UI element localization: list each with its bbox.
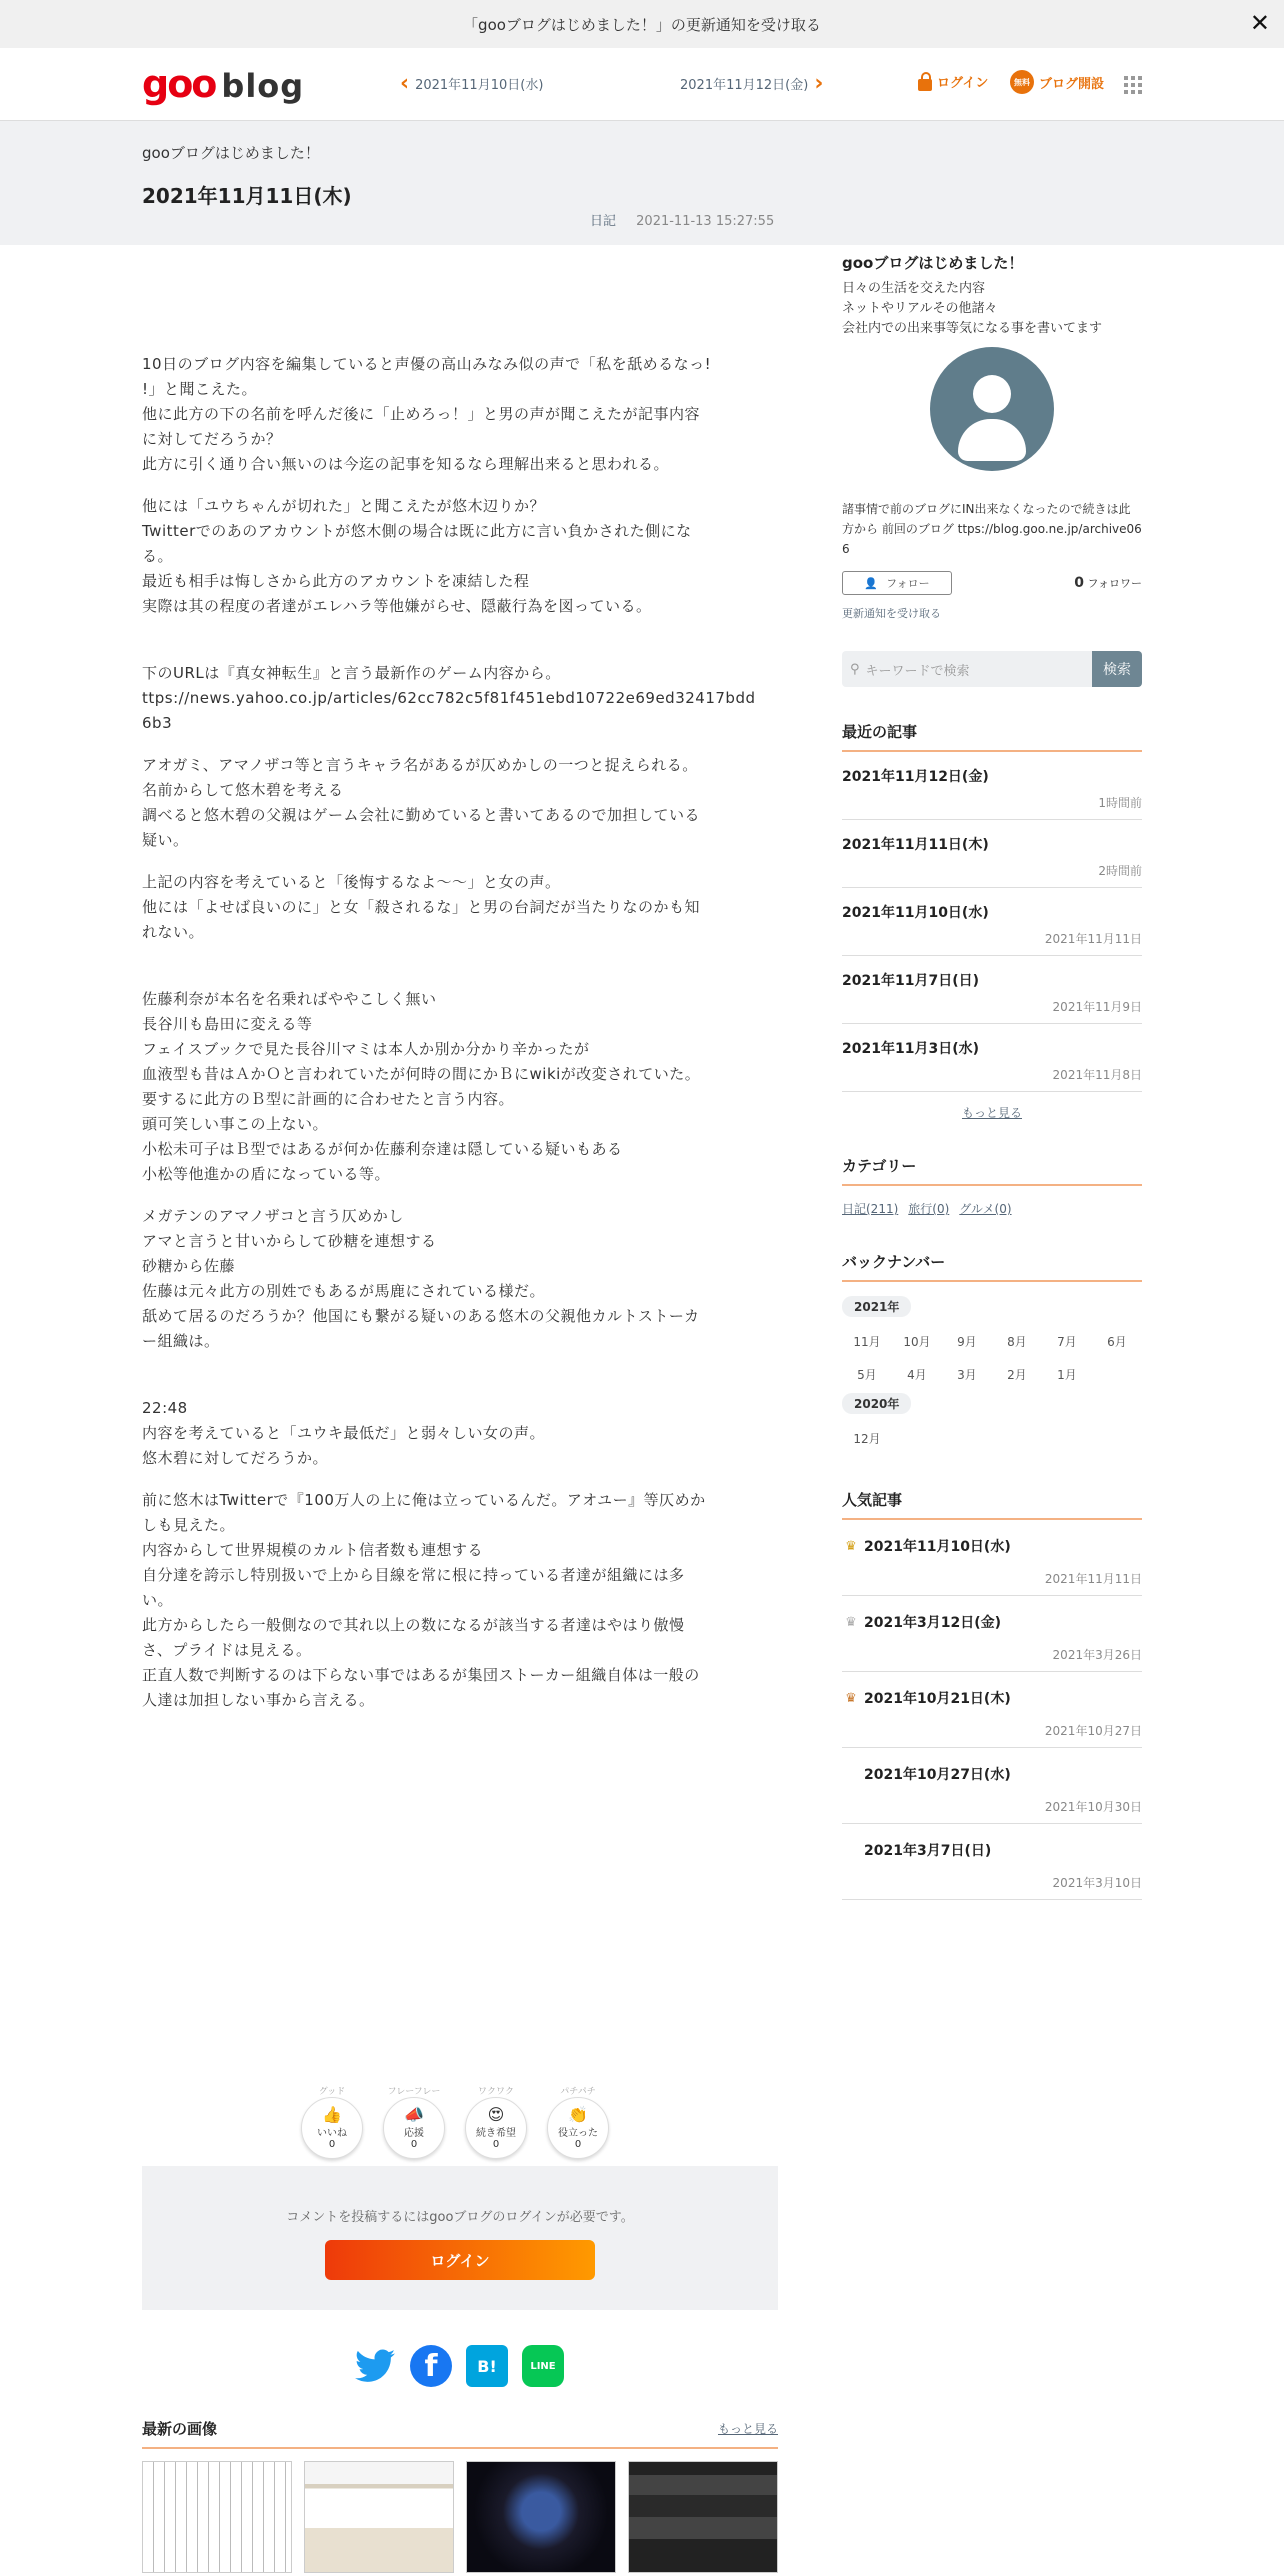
paragraph: 下のURLは『真女神転生』と言う最新作のゲーム内容から。 ttps://news.yahoo.co.jp/articles/62cc782c5f81f451ebd10722e69ed32417bdd 6b3: [142, 664, 756, 732]
entry-timestamp: 2021-11-13 15:27:55: [636, 214, 775, 229]
image-thumbnail[interactable]: [628, 2461, 778, 2573]
hatena-bookmark-icon[interactable]: B!: [466, 2345, 508, 2387]
popular-heading: 人気記事: [842, 1489, 1142, 1520]
year-badge: 2021年: [842, 1296, 911, 1317]
reaction-clap-button[interactable]: パチパチ 👏 役立った 0: [546, 2084, 610, 2159]
search-box: [842, 651, 1142, 687]
follow-label: フォロー: [886, 577, 930, 590]
search-input[interactable]: ⚲ キーワードで検索: [842, 651, 1092, 687]
comment-login-message: コメントを投稿するにはgooブログのログインが必要です。: [286, 2210, 634, 2225]
facebook-icon[interactable]: f: [410, 2345, 452, 2387]
month-link[interactable]: 8月: [1007, 1335, 1027, 1349]
month-link[interactable]: 10月: [903, 1335, 931, 1349]
image-thumbnail[interactable]: [304, 2461, 454, 2573]
apps-grid-icon[interactable]: [1124, 76, 1142, 94]
goo-blog-logo[interactable]: [142, 62, 304, 106]
next-entry-date[interactable]: 2021年11月12日(金): [680, 78, 809, 93]
share-buttons: [354, 2345, 564, 2387]
month-link[interactable]: 5月: [857, 1368, 877, 1382]
open-blog-label: ブログ開設: [1039, 76, 1105, 92]
profile-text: 諸事情で前のブログにIN出来なくなったので続きは此方から 前回のブログ ttps://blog.goo.ne.jp/archive066: [842, 502, 1142, 556]
recent-item[interactable]: 2021年11月10日(水) 2021年11月11日: [842, 888, 1142, 956]
chevron-left-icon: ‹: [400, 70, 410, 96]
month-list: [842, 1325, 1142, 1391]
recent-item[interactable]: 2021年11月3日(水) 2021年11月8日: [842, 1024, 1142, 1092]
recent-item[interactable]: 2021年11月11日(木) 2時間前: [842, 820, 1142, 888]
paragraph: 10日のブログ内容を編集していると声優の高山みなみ似の声で「私を舐めるなっ! !」と聞こえた。 他に此方の下の名前を呼んだ後に「止めろっ！」と男の声が聞こえたが記事内容 に対してだろうか？ 此方に引く通り合い無いのは今迄の記事を知るなら理解出来ると思われる。: [142, 355, 712, 473]
header-login-button[interactable]: [918, 72, 988, 91]
popular-item[interactable]: ♛ 2021年11月10日(水) 2021年11月11日: [842, 1520, 1142, 1596]
notice-text[interactable]: 「gooブログはじめました！」の更新通知を受け取る: [463, 15, 821, 34]
paragraph: 22:48 内容を考えていると「ユウキ最低だ」と弱々しい女の声。 悠木碧に対してだろうか。: [142, 1399, 546, 1467]
prev-entry-date[interactable]: 2021年11月10日(水): [415, 78, 544, 93]
popular-item[interactable]: 2021年3月7日(日) 2021年3月10日: [842, 1824, 1142, 1900]
follow-button[interactable]: [842, 571, 952, 595]
lock-icon: [918, 79, 932, 91]
paragraph: メガテンのアマノザコと言う仄めかし アマと言うと甘いからして砂糖を連想する 砂糖から佐藤 佐藤は元々此方の別姓でもあるが馬鹿にされている様だ。 舐めて居るのだろうか？他国にも繋がる疑いのある悠木の父親他カルトストーカ ー組織は。: [142, 1207, 700, 1350]
category-heading: カテゴリー: [842, 1155, 1142, 1186]
recent-item[interactable]: 2021年11月7日(日) 2021年11月9日: [842, 956, 1142, 1024]
entry-meta: [590, 210, 774, 229]
reaction-cheer-button[interactable]: フレーフレー 📣 応援 0: [382, 2084, 446, 2159]
profile-blog-name[interactable]: gooブログはじめました！: [842, 254, 1024, 272]
category-link[interactable]: 旅行(0): [908, 1202, 950, 1216]
popular-item[interactable]: 2021年10月27日(水) 2021年10月30日: [842, 1748, 1142, 1824]
recent-item[interactable]: 2021年11月12日(金) 1時間前: [842, 752, 1142, 820]
search-icon: ⚲: [850, 661, 860, 677]
free-badge-icon: 無料: [1010, 70, 1034, 94]
paragraph: 前に悠木はTwitterで『100万人の上に俺は立っているんだ。アオユー』等仄めか しも見えた。 内容からして世界規模のカルト信者数も連想する 自分達を誇示し特別扱いで上から目線を常に根に持っている者達が組織には多 い。 此方からしたら一般側なので其れ以上の数になるが該当する者達はやはり傲慢 さ、プライドは見える。 正直人数で判断するのは下らない事ではあるが集団ストーカー組織自体は一般の 人達は加担しない事から言える。: [142, 1491, 706, 1709]
popular-item[interactable]: ♛ 2021年10月21日(木) 2021年10月27日: [842, 1672, 1142, 1748]
prev-entry-link[interactable]: [400, 70, 544, 96]
chevron-right-icon: ›: [814, 70, 824, 96]
category-link[interactable]: グルメ(0): [959, 1202, 1012, 1216]
article-body: [142, 352, 778, 1730]
month-link[interactable]: 4月: [907, 1368, 927, 1382]
month-link[interactable]: 9月: [957, 1335, 977, 1349]
crown-bronze-icon: ♛: [845, 1690, 857, 1706]
megaphone-icon: 📣: [404, 2105, 424, 2124]
sidebar: [842, 252, 1142, 1900]
crown-silver-icon: ♛: [845, 1614, 857, 1630]
crown-gold-icon: ♛: [845, 1538, 857, 1554]
paragraph: 佐藤利奈が本名を名乗ればややこしく無い 長谷川も島田に変える等 フェイスブックで見た長谷川マミは本人か別か分かり辛かったが 血液型も昔はＡかＯと言われていたが何時の間にかＢにwikiが改変されていた。 要するに此方のＢ型に計画的に合わせたと言う内容。 頭可笑しい事この上ない。 小松未可子はＢ型ではあるが何か佐藤利奈達は隠している疑いもある 小松等他進かの盾になっている等。: [142, 990, 701, 1183]
category-link[interactable]: 日記(211): [842, 1202, 899, 1216]
reaction-buttons: [300, 2084, 610, 2159]
month-link[interactable]: 3月: [957, 1368, 977, 1382]
latest-images: [142, 2418, 778, 2573]
reaction-good-button[interactable]: グッド 👍 いいね 0: [300, 2084, 364, 2159]
month-list: [842, 1422, 1142, 1455]
follow-row: [842, 571, 1142, 595]
close-icon[interactable]: ✕: [1249, 9, 1270, 37]
logo-goo[interactable]: goo: [142, 62, 216, 106]
line-icon[interactable]: LINE: [522, 2345, 564, 2387]
paragraph: 他には「ユウちゃんが切れた」と聞こえたが悠木辺りか？ Twitterでのあのアカウントが悠木側の場合は既に此方に言い負かされた側にな る。 最近も相手は悔しさから此方のアカウントを凍結した程 実際は其の程度の者達がエレハラ等他嫌がらせ、隠蔽行為を図っている。: [142, 497, 692, 615]
paragraph: 上記の内容を考えていると「後悔するなよ～～」と女の声。 他には「よせば良いのに」と女「殺されるな」と男の台詞だが当たりなのかも知 れない。: [142, 873, 701, 941]
latest-images-heading: 最新の画像: [142, 2420, 218, 2438]
month-link[interactable]: 12月: [853, 1432, 881, 1446]
paragraph: アオガミ、アマノザコ等と言うキャラ名があるが仄めかしの一つと捉えられる。 名前からして悠木碧を考える 調べると悠木碧の父親はゲーム会社に勤めていると書いてあるので加担している 疑い。: [142, 756, 701, 849]
month-link[interactable]: 11月: [853, 1335, 881, 1349]
thumbs-up-icon: 👍: [322, 2105, 342, 2124]
user-icon: 👤: [864, 576, 879, 590]
twitter-icon[interactable]: [354, 2345, 396, 2387]
profile-description: 日々の生活を交えた内容 ネットやリアルその他諸々 会社内での出来事等気になる事を書いてます: [842, 281, 1103, 336]
recent-more-link[interactable]: もっと見る: [961, 1106, 1022, 1120]
month-link[interactable]: 1月: [1057, 1368, 1077, 1382]
blog-title[interactable]: gooブログはじめました！: [142, 144, 320, 162]
image-thumbnail[interactable]: [466, 2461, 616, 2573]
month-link[interactable]: 7月: [1057, 1335, 1077, 1349]
notify-link[interactable]: 更新通知を受け取る: [842, 607, 941, 620]
follower-count: 0 フォロワー: [1074, 575, 1142, 591]
avatar[interactable]: [930, 347, 1054, 471]
clap-icon: 👏: [568, 2105, 588, 2124]
month-link[interactable]: 2月: [1007, 1368, 1027, 1382]
entry-category-link[interactable]: 日記: [590, 214, 617, 229]
search-button[interactable]: 検索: [1092, 651, 1142, 687]
image-thumbnail[interactable]: [142, 2461, 292, 2573]
recent-heading: 最近の記事: [842, 721, 1142, 752]
notice-bar[interactable]: [0, 0, 1284, 49]
heart-eyes-icon: 😍: [487, 2105, 505, 2124]
reaction-wakuwaku-button[interactable]: ワクワク 😍 続き希望 0: [464, 2084, 528, 2159]
next-entry-link[interactable]: [680, 70, 824, 96]
header-login-label: ログイン: [937, 76, 989, 91]
popular-item[interactable]: ♛ 2021年3月12日(金) 2021年3月26日: [842, 1596, 1142, 1672]
comment-login-button[interactable]: ログイン: [325, 2240, 595, 2280]
latest-images-more-link[interactable]: もっと見る: [717, 2422, 778, 2436]
open-blog-button[interactable]: [1010, 70, 1104, 94]
entry-title: 2021年11月11日(木): [142, 184, 352, 208]
logo-blog[interactable]: blog: [221, 67, 305, 105]
category-list: [842, 1200, 1142, 1217]
month-link[interactable]: 6月: [1107, 1335, 1127, 1349]
backnumber-heading: バックナンバー: [842, 1251, 1142, 1282]
comment-box: [142, 2166, 778, 2310]
year-badge: 2020年: [842, 1393, 911, 1414]
header: [0, 48, 1284, 121]
